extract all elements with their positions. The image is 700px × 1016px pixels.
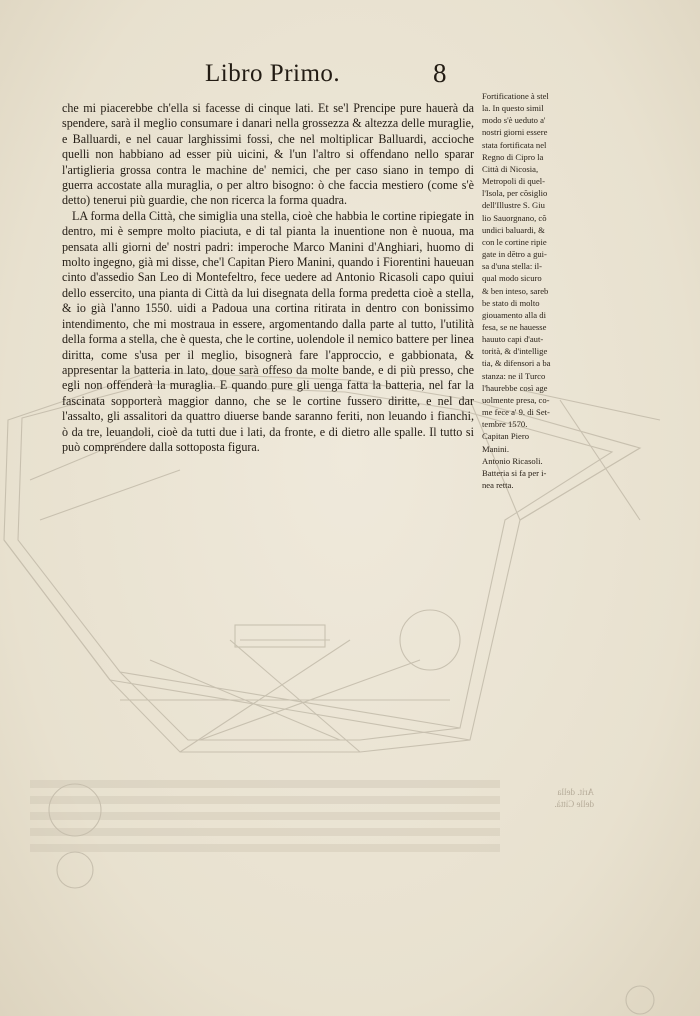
marginal-note-line: uolmente presa, co- bbox=[482, 394, 550, 405]
body-paragraph: che mi piacerebbe ch'ella si facesse di cinque lati. Et se'l Prencipe pure hauerà da spendere, sarà il meglio consumare i danari nella grossezza & altezza delle muraglie, e Balluardi, e nel cauar larghissimi fossi, che nel moltiplicar Balluardi, accioche quelli non habbiano ad esser più uicini, & l'un l'altro si offendano nello sparar l'artiglieria grossa contra le machine de' nemici, che per caso siano in tempo di guerra accostate alla muraglia, o per altro bisogno: ò che faccia mestiero (come s'è detto) tenerui più guardie, che non ricerca la forma quadra. bbox=[62, 101, 474, 208]
marginal-note-line: l'haurebbe così age bbox=[482, 382, 548, 393]
marginal-note-line: torità, & d'intellige bbox=[482, 346, 548, 357]
marginal-note bbox=[482, 90, 578, 491]
marginal-note-line: fesa, se ne hauesse bbox=[482, 321, 547, 332]
marginal-note-line: Antonio Ricasoli. bbox=[482, 455, 543, 466]
marginal-note-line: sa d'una stella: il- bbox=[482, 261, 543, 272]
marginal-note-line: giouamento alla di bbox=[482, 309, 546, 320]
marginal-note-line: be stato di molto bbox=[482, 297, 540, 308]
marginal-note-line: modo s'è ueduto a' bbox=[482, 115, 546, 126]
marginal-note-line: con le cortine ripie bbox=[482, 236, 547, 247]
body-paragraph: LA forma della Città, che simiglia una stella, cioè che habbia le cortine ripiegate in dentro, mi è sempre molto piaciuta, e di tal pianta la inuentione non è nuoua, ma pensata alli giorni de' nostri padri: imperoche Marco Manini d'Anghiari, huomo di molto ingegno, già mi disse, che'l Capitan Piero Manini, quando i Fiorentini haueuan cinto d'assedio San Leo di Montefeltro, fece uedere ad Antonio Ricasoli capo quiui dello essercito, una pianta di Città da lui disegnata della forma predetta cioè a stella, & io già l'anno 1550. uidi a Padoua una cortina ritirata in dentro con bonissimo intendimento, che mi mostraua in essere, argomentando dalla parte al tutto, l'utilità della forma a stella, che è questa, che le cortine, uolendole il nemico battere per linea diritta, come s'usa per il meglio, bisognerà fare l'approccio, e gabbionata, & appresentar la batteria in lato, doue sarà offeso da molte bande, e di più presso, che egli non offenderà la muraglia. E quando pure gli uenga fatta la batteria, nel far la fascinata sopporterà maggior danno, che se le cortine fussero diritte, e nel dar l'assalto, gli assalitori da quattro diuerse bande saranno feriti, non leuando i fianchi, ò da tre, leuandoli, cioè da tutti due i lati, da fronte, e di dietro alle spalle. Il tutto si può comprendere dalla sottoposta figura. bbox=[62, 208, 474, 454]
marginal-note-line: tia, & difensori a ba bbox=[482, 358, 551, 369]
marginal-note-line: nostri giorni essere bbox=[482, 127, 548, 138]
marginal-note-line: Regno di Cipro la bbox=[482, 151, 544, 162]
marginal-note-line: & ben inteso, sareb bbox=[482, 285, 549, 296]
marginal-note-line: tembre 1570. bbox=[482, 419, 528, 430]
marginal-note-line: l'Isola, per cõsiglio bbox=[482, 188, 548, 199]
marginal-note-line: hauuto capi d'aut- bbox=[482, 334, 544, 345]
marginal-note-line: Manini. bbox=[482, 443, 509, 454]
marginal-note-line: lio Sauorgnano, cõ bbox=[482, 212, 547, 223]
main-text-block bbox=[62, 101, 474, 455]
marginal-note-line: dell'Illustre S. Giu bbox=[482, 200, 545, 211]
marginal-note-line: stanza: ne il Turco bbox=[482, 370, 546, 381]
marginal-note-line: qual modo sicuro bbox=[482, 273, 542, 284]
marginal-note-line: Metropoli di quel- bbox=[482, 176, 546, 187]
page-number: 8 bbox=[433, 58, 447, 88]
marginal-note-line: stata fortificata nel bbox=[482, 139, 547, 150]
marginal-note-line: nea retta. bbox=[482, 480, 514, 490]
running-header bbox=[200, 58, 480, 94]
marginal-note-line: Batteria si fa per i- bbox=[482, 467, 547, 478]
marginal-note-line: Fortificatione à stel bbox=[482, 91, 549, 101]
marginal-note-line: me fece a' 9. di Set- bbox=[482, 407, 550, 418]
marginal-note-line: Città di Nicosia, bbox=[482, 163, 539, 174]
marginal-note-line: undici baluardi, & bbox=[482, 224, 545, 235]
marginal-note-line: Capitan Piero bbox=[482, 431, 530, 442]
running-title: Libro Primo. bbox=[205, 60, 341, 87]
marginal-note-line: la. In questo simil bbox=[482, 103, 544, 114]
marginal-note-line: gate in dētro a gui- bbox=[482, 249, 547, 260]
bleed-through-text: Arit. della delle Città. bbox=[554, 787, 594, 809]
